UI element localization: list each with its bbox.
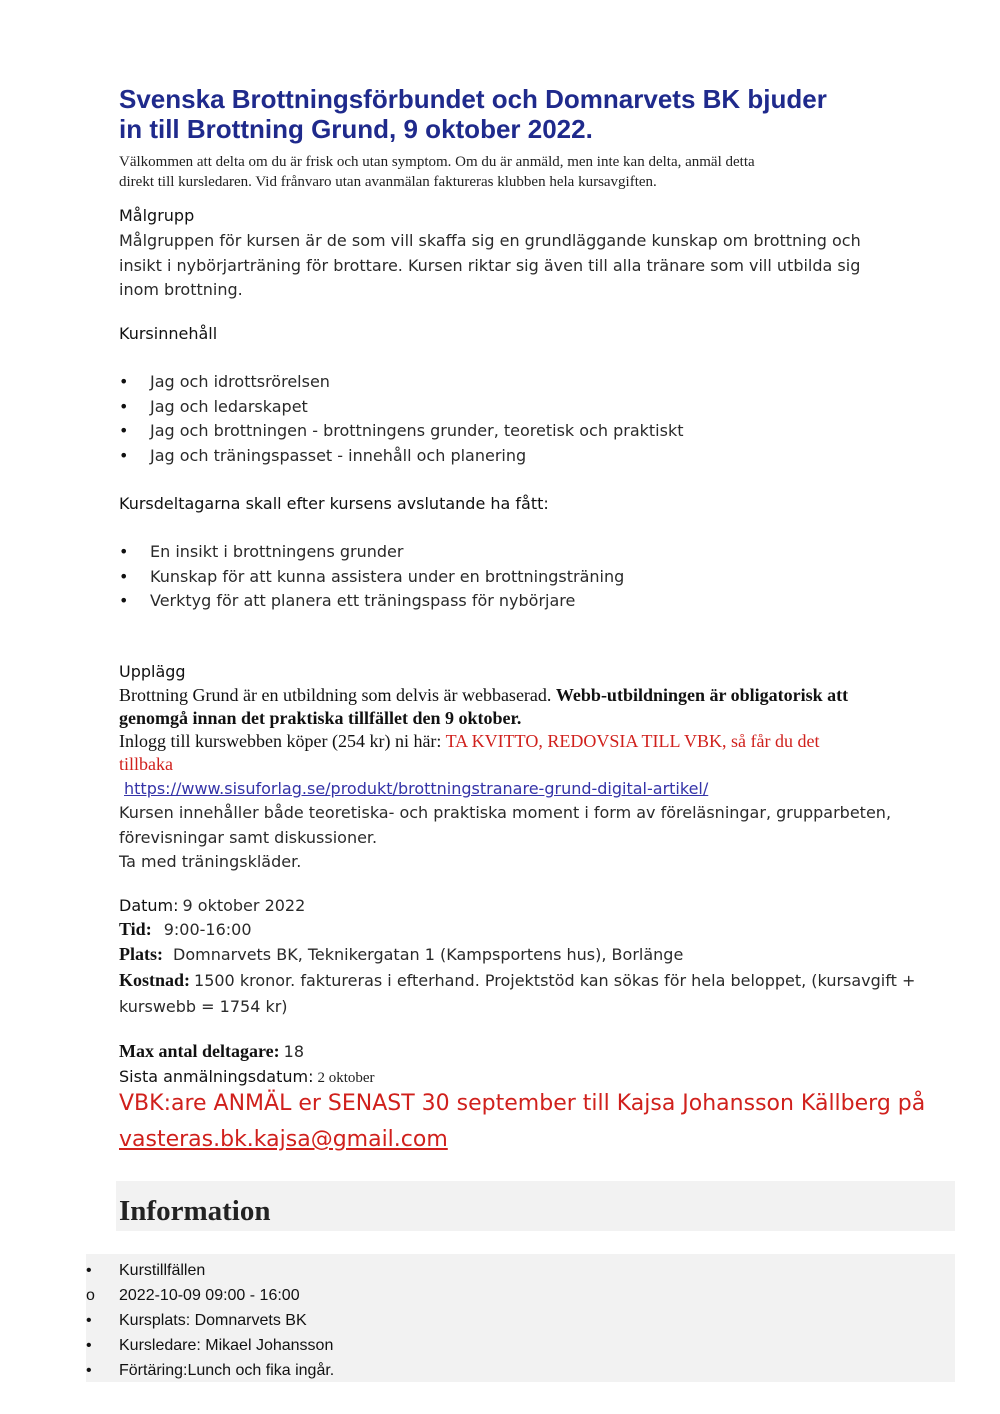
- upplagg-line: Kursen innehåller både teoretiska- och praktiska moment i form av föreläsningar, grupparbeten,: [119, 803, 892, 822]
- title-line-1: Svenska Brottningsförbundet och Domnarvets BK bjuder: [119, 84, 827, 114]
- list-item: • Jag och ledarskapet: [119, 395, 879, 420]
- tid-label: Tid:: [119, 919, 152, 939]
- list-item: • Jag och träningspasset - innehåll och planering: [119, 444, 879, 469]
- kursinnehall-heading: Kursinnehåll: [119, 324, 218, 343]
- vbk-notice: VBK:are ANMÄL er SENAST 30 september till Kajsa Johansson Källberg på: [119, 1091, 926, 1116]
- bullet-marker: •: [86, 1312, 92, 1329]
- list-item-text: Kursplats: Domnarvets BK: [119, 1312, 307, 1329]
- plats-row: [119, 944, 959, 965]
- deltagare-heading: Kursdeltagarna skall efter kursens avslutande ha fått:: [119, 494, 549, 513]
- intro-line-2: direkt till kursledaren. Vid frånvaro utan avanmälan faktureras klubben hela kursavgiften.: [119, 174, 657, 190]
- bullet-marker: •: [86, 1262, 92, 1279]
- upplagg-bold-text: genomgå innan det praktiska tillfället den 9 oktober.: [119, 708, 522, 728]
- plats-value: Domnarvets BK, Teknikergatan 1 (Kampsportens hus), Borlänge: [173, 945, 684, 964]
- bullet-marker: o: [86, 1287, 95, 1304]
- kursinnehall-list: [119, 370, 879, 468]
- bullet-marker: •: [86, 1362, 92, 1379]
- kostnad-row: [119, 968, 959, 1020]
- datum-row: [119, 896, 959, 916]
- upplagg-line: Ta med träningskläder.: [119, 852, 302, 871]
- malgrupp-line: insikt i nybörjarträning för brottare. Kursen riktar sig även till alla tränare som vill utbilda sig: [119, 255, 861, 275]
- list-item: • En insikt i brottningens grunder: [119, 540, 879, 565]
- sista-value: 2 oktober: [317, 1070, 375, 1086]
- malgrupp-line: Målgruppen för kursen är de som vill skaffa sig en grundläggande kunskap om brottning och: [119, 231, 861, 250]
- kvitto-notice: TA KVITTO, REDOVSIA TILL VBK, så får du det: [445, 731, 820, 751]
- sista-row: [119, 1067, 959, 1087]
- upplagg-description: [119, 801, 959, 875]
- plats-label: Plats:: [119, 944, 163, 964]
- information-heading: Information: [119, 1195, 271, 1227]
- upplagg-line: förevisningar samt diskussioner.: [119, 827, 378, 847]
- upplagg-heading: Upplägg: [119, 662, 186, 681]
- tid-value: 9:00-16:00: [163, 920, 252, 939]
- information-section: [116, 1181, 955, 1231]
- max-row: [119, 1041, 959, 1062]
- kostnad-label: Kostnad:: [119, 970, 191, 990]
- intro-text: [119, 152, 879, 192]
- malgrupp-heading: Målgrupp: [119, 206, 195, 225]
- upplagg-text: Inlogg till kurswebben köper (254 kr) ni här:: [119, 731, 446, 751]
- list-item: • Jag och brottningen - brottningens grunder, teoretisk och praktiskt: [119, 419, 879, 444]
- kostnad-value-2: kurswebb = 1754 kr): [119, 997, 288, 1016]
- sista-label: Sista anmälningsdatum:: [119, 1067, 314, 1086]
- list-item-text: 2022-10-09 09:00 - 16:00: [119, 1287, 300, 1304]
- list-item: • Kunskap för att kunna assistera under en brottningsträning: [119, 565, 879, 590]
- tid-row: [119, 919, 959, 940]
- upplagg-text: Brottning Grund är en utbildning som delvis är webbaserad.: [119, 685, 556, 705]
- sisuforlag-link[interactable]: https://www.sisuforlag.se/produkt/brottningstranare-grund-digital-artikel/: [124, 779, 709, 798]
- document-title: [119, 84, 919, 144]
- list-item-text: Förtäring:Lunch och fika ingår.: [119, 1362, 335, 1379]
- email-link[interactable]: vasteras.bk.kajsa@gmail.com: [119, 1127, 448, 1152]
- datum-label: Datum:: [119, 896, 179, 915]
- upplagg-paragraph-1: [119, 684, 959, 776]
- deltagare-list: [119, 540, 879, 614]
- title-line-2: in till Brottning Grund, 9 oktober 2022.: [119, 114, 593, 144]
- bullet-marker: •: [86, 1337, 92, 1354]
- list-item-text: Kurstillfällen: [119, 1262, 206, 1279]
- information-list: [86, 1254, 955, 1382]
- max-label: Max antal deltagare:: [119, 1041, 280, 1061]
- kostnad-value: 1500 kronor. faktureras i efterhand. Projektstöd kan sökas för hela beloppet, (kursavgift +: [194, 971, 916, 990]
- max-value: 18: [283, 1042, 304, 1061]
- list-item: • Jag och idrottsrörelsen: [119, 370, 879, 395]
- kvitto-notice: tillbaka: [119, 754, 173, 774]
- intro-line-1: Välkommen att delta om du är frisk och utan symptom. Om du är anmäld, men inte kan delta, anmäl detta: [119, 154, 755, 170]
- list-item-text: Kursledare: Mikael Johansson: [119, 1337, 334, 1354]
- upplagg-bold-text: Webb-utbildningen är obligatorisk att: [555, 685, 849, 705]
- malgrupp-line: inom brottning.: [119, 280, 243, 299]
- datum-value: 9 oktober 2022: [182, 896, 306, 915]
- list-item: • Verktyg för att planera ett träningspass för nybörjare: [119, 589, 879, 614]
- malgrupp-text: [119, 229, 919, 303]
